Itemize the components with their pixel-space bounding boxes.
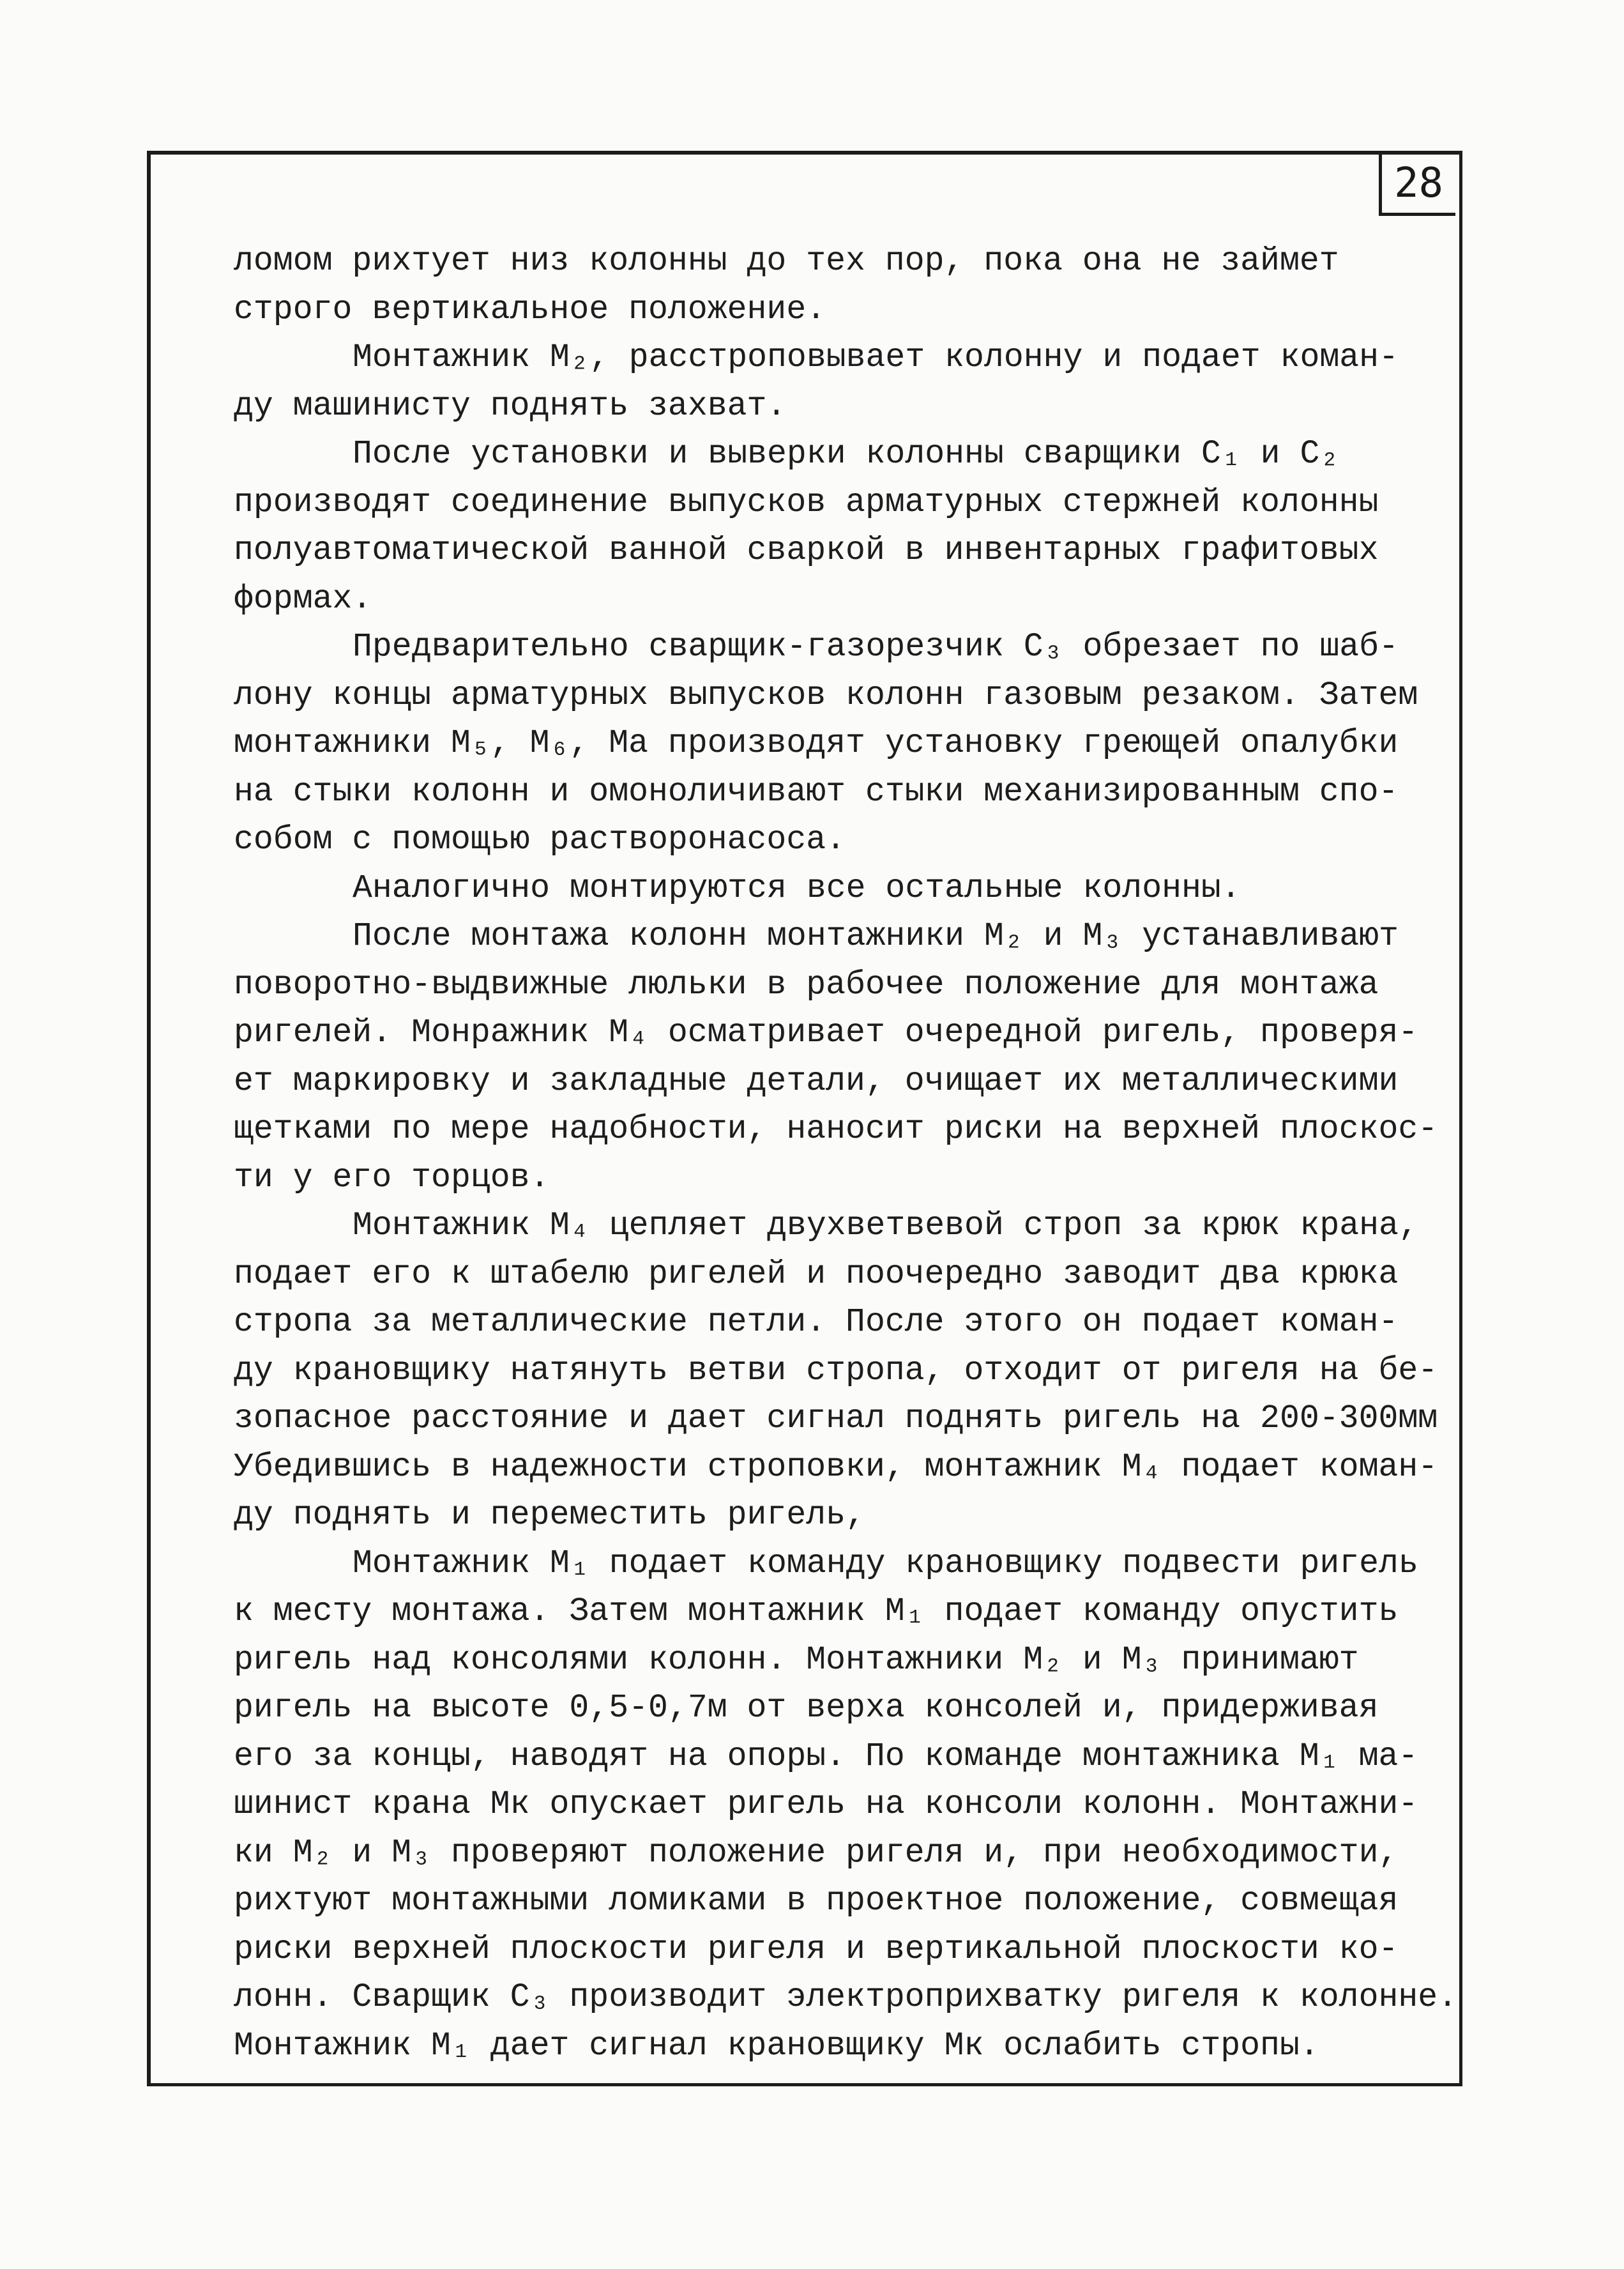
text-line: Монтажник М₂, расстроповывает колонну и подает коман- bbox=[353, 339, 1399, 376]
text-line: ригель на высоте 0,5-0,7м от верха консолей и, придерживая bbox=[234, 1690, 1379, 1727]
text-line: Монтажник М₄ цепляет двухветвевой строп за крюк крана, bbox=[353, 1207, 1418, 1244]
text-line: ломом рихтует низ колонны до тех пор, пока она не займет bbox=[234, 243, 1339, 280]
page-frame bbox=[147, 151, 1462, 2086]
text-line: щетками по мере надобности, наносит риски на верхней плоскос- bbox=[234, 1111, 1438, 1148]
text-line: Убедившись в надежности строповки, монтажник М₄ подает коман- bbox=[234, 1448, 1438, 1486]
text-line: формах. bbox=[234, 580, 372, 618]
text-line: ду поднять и переместить ригель, bbox=[234, 1497, 865, 1534]
text-line: монтажники М₅, М₆, Ма производят установку греющей опалубки bbox=[234, 725, 1399, 762]
text-line: поворотно-выдвижные люльки в рабочее положение для монтажа bbox=[234, 966, 1379, 1004]
text-line: После установки и выверки колонны сварщики С₁ и С₂ bbox=[353, 436, 1340, 473]
text-line: зопасное расстояние и дает сигнал поднять ригель на 200-300мм bbox=[234, 1400, 1438, 1437]
text-line: Монтажник М₁ дает сигнал крановщику Мк ослабить стропы. bbox=[234, 2027, 1319, 2065]
text-line: ду крановщику натянуть ветви стропа, отходит от ригеля на бе- bbox=[234, 1352, 1438, 1389]
text-line: к месту монтажа. Затем монтажник М₁ подает команду опустить bbox=[234, 1593, 1399, 1630]
text-line: стропа за металлические петли. После этого он подает коман- bbox=[234, 1304, 1399, 1341]
text-line: шинист крана Мк опускает ригель на консоли колонн. Монтажни- bbox=[234, 1786, 1418, 1823]
text-line: лонн. Сварщик С₃ производит электроприхватку ригеля к колонне. bbox=[234, 1979, 1458, 2016]
text-line: ригель над консолями колонн. Монтажники М₂ и М₃ принимают bbox=[234, 1641, 1359, 1679]
text-line: рихтуют монтажными ломиками в проектное положение, совмещая bbox=[234, 1883, 1399, 1920]
text-line: Аналогично монтируются все остальные колонны. bbox=[353, 869, 1241, 907]
text-line: производят соединение выпусков арматурных стержней колонны bbox=[234, 484, 1379, 521]
text-line: После монтажа колонн монтажники М₂ и М₃ устанавливают bbox=[353, 918, 1399, 955]
text-line: полуавтоматической ванной сваркой в инвентарных графитовых bbox=[234, 532, 1379, 569]
text-line: ки М₂ и М₃ проверяют положение ригеля и, при необходимости, bbox=[234, 1834, 1399, 1872]
text-line: Предварительно сварщик-газорезчик С₃ обрезает по шаб- bbox=[353, 629, 1399, 666]
document-text bbox=[234, 238, 1460, 2070]
text-line: на стыки колонн и омоноличивают стыки механизированным спо- bbox=[234, 773, 1399, 811]
page-number: 28 bbox=[1379, 155, 1455, 216]
text-line: ду машинисту поднять захват. bbox=[234, 387, 787, 425]
text-line: строго вертикальное положение. bbox=[234, 291, 826, 328]
text-line: ет маркировку и закладные детали, очищает их металлическими bbox=[234, 1062, 1399, 1100]
text-line: Монтажник М₁ подает команду крановщику подвести ригель bbox=[353, 1545, 1418, 1582]
text-line: его за концы, наводят на опоры. По команде монтажника М₁ ма- bbox=[234, 1738, 1418, 1775]
text-line: лону концы арматурных выпусков колонн газовым резаком. Затем bbox=[234, 676, 1418, 714]
text-line: ригелей. Монражник М₄ осматривает очередной ригель, проверя- bbox=[234, 1014, 1418, 1051]
text-line: ти у его торцов. bbox=[234, 1159, 550, 1196]
text-line: собом с помощью растворонасоса. bbox=[234, 821, 846, 859]
text-line: риски верхней плоскости ригеля и вертикальной плоскости ко- bbox=[234, 1930, 1399, 1968]
text-line: подает его к штабелю ригелей и поочередно заводит два крюка bbox=[234, 1255, 1399, 1293]
